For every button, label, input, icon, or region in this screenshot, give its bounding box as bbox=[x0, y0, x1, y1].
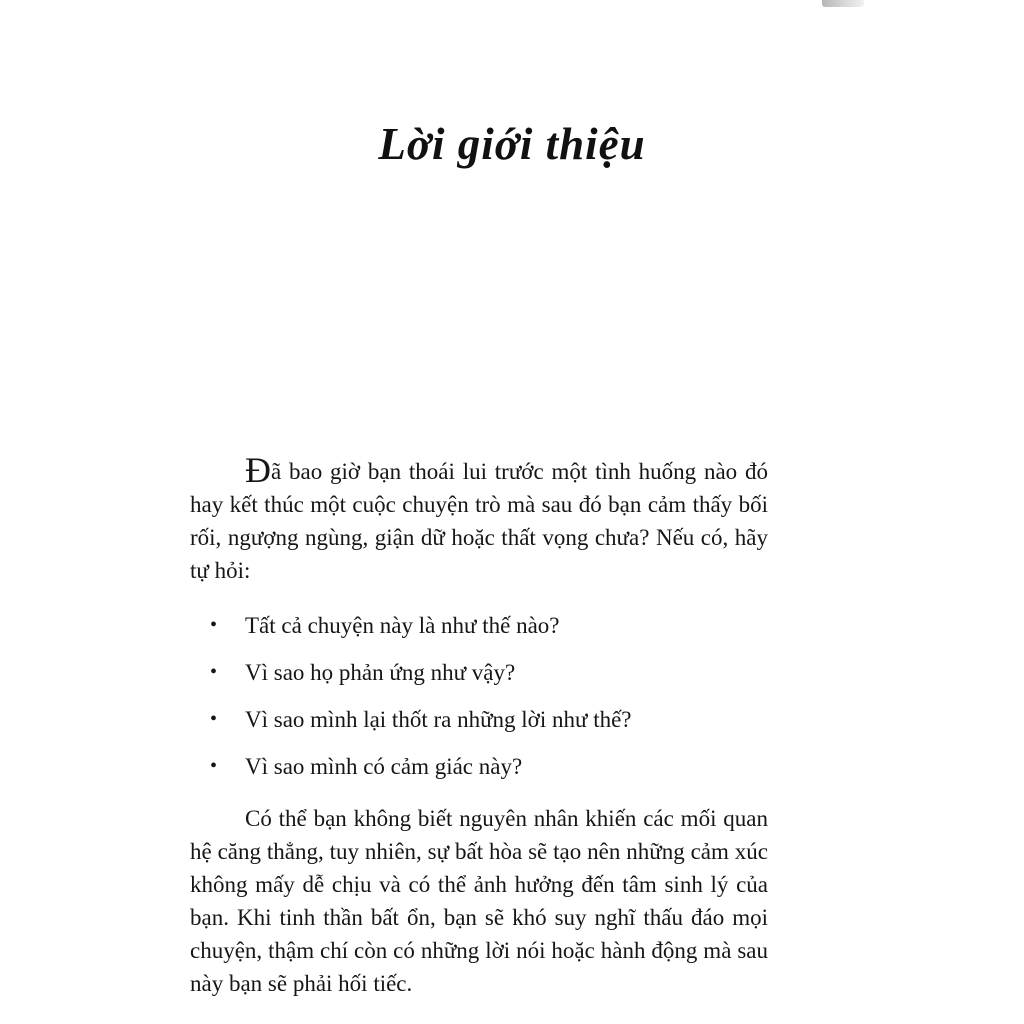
list-item bbox=[190, 703, 768, 736]
scan-artifact bbox=[822, 0, 864, 7]
list-item bbox=[190, 609, 768, 642]
question-text: Vì sao họ phản ứng như vậy? bbox=[245, 660, 516, 685]
bullet-icon: • bbox=[210, 614, 218, 636]
drop-cap-initial: Đ bbox=[245, 450, 271, 490]
intro-paragraph bbox=[190, 452, 768, 587]
question-text: Vì sao mình lại thốt ra những lời như thế? bbox=[245, 707, 632, 732]
intro-paragraph-text: ã bao giờ bạn thoái lui trước một tình huống nào đó hay kết thúc một cuộc chuyện trò mà sau đó bạn cảm thấy bối rối, ngượng ngùng, giận dữ hoặc thất vọng chưa? Nếu có, hãy tự hỏi: bbox=[190, 459, 768, 583]
list-item bbox=[190, 656, 768, 689]
question-text: Vì sao mình có cảm giác này? bbox=[245, 754, 523, 779]
bullet-icon: • bbox=[210, 755, 218, 777]
question-list bbox=[190, 609, 768, 783]
bullet-icon: • bbox=[210, 661, 218, 683]
bullet-icon: • bbox=[210, 708, 218, 730]
list-item bbox=[190, 750, 768, 783]
question-text: Tất cả chuyện này là như thế nào? bbox=[245, 613, 560, 638]
closing-paragraph: Có thể bạn không biết nguyên nhân khiến các mối quan hệ căng thẳng, tuy nhiên, sự bất hòa sẽ tạo nên những cảm xúc không mấy dễ chịu và có thể ảnh hưởng đến tâm sinh lý của bạn. Khi tinh thần bất ổn, bạn sẽ khó suy nghĩ thấu đáo mọi chuyện, thậm chí còn có những lời nói hoặc hành động mà sau này bạn sẽ phải hối tiếc. bbox=[190, 806, 768, 996]
page-body bbox=[190, 452, 768, 1000]
page-title: Lời giới thiệu bbox=[378, 119, 646, 169]
